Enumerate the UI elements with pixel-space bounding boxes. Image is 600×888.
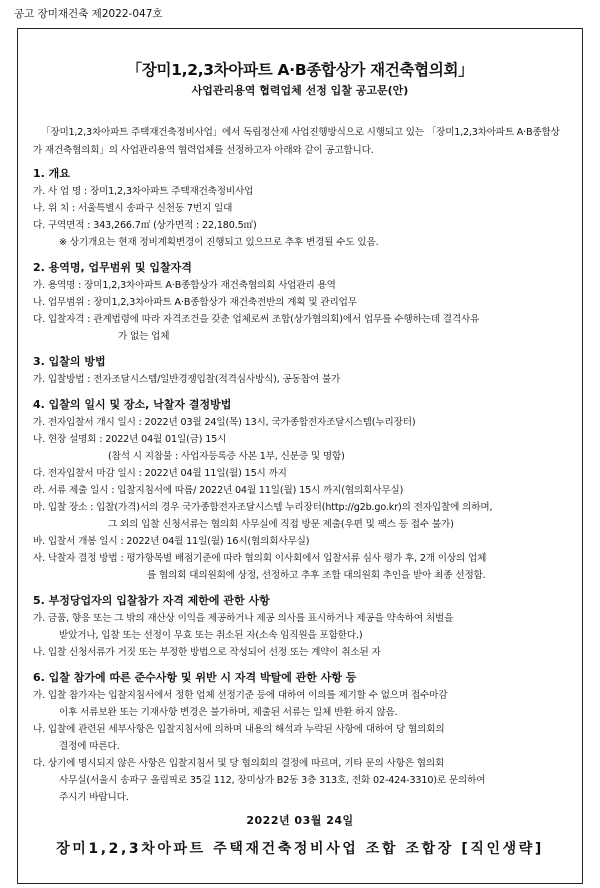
section-1-line: 가. 사 업 명 : 장미1,2,3차아파트 주택재건축정비사업 [33,186,254,197]
section-2-line-continued: 가 없는 업체 [118,331,170,342]
section-4-line: 가. 전자입찰서 개시 일시 : 2022년 03월 24일(목) 13시, 국가종합전자조달시스템(누리장터) [33,417,416,428]
section-5-heading: 5. 부정당업자의 입찰참가 자격 제한에 관한 사항 [33,594,270,607]
section-4-line-continued: 를 협의회 대의원회에 상정, 선정하고 추후 조합 대의원회 추인을 받아 최종 선정함. [147,570,486,581]
section-6-line: 가. 입찰 참가자는 입찰지침서에서 정한 업체 선정기준 등에 대하여 이의를 제기할 수 없으며 접수마감 [33,690,448,701]
section-2-line: 나. 업무범위 : 장미1,2,3차아파트 A·B종합상가 재건축전반의 계획 및 관리업무 [33,297,357,308]
section-2-heading: 2. 용역명, 업무범위 및 입찰자격 [33,261,192,274]
section-4-line: 라. 서류 제출 일시 : 입찰지침서에 따름/ 2022년 04월 11일(월) 15시 까지(협의회사무실) [33,485,404,496]
section-5-line-continued: 받았거나, 입찰 또는 선정이 무효 또는 취소된 자(소속 임직원을 포함한다.) [59,630,363,641]
notice-date: 2022년 03월 24일 [246,814,354,827]
section-5-line: 나. 입찰 신청서류가 거짓 또는 부정한 방법으로 작성되어 선정 또는 계약이 취소된 자 [33,647,381,658]
section-4-line-continued: 그 외의 입찰 신청서류는 협의회 사무실에 직접 방문 제출(우편 및 팩스 등 접수 불가) [108,519,454,530]
section-4-heading: 4. 입찰의 일시 및 장소, 낙찰자 결정방법 [33,398,232,411]
section-1-line: 다. 구역면적 : 343,266.7㎡ (상가면적 : 22,180.5㎡) [33,220,257,231]
section-1-heading: 1. 개요 [33,167,70,180]
section-2-line: 다. 입찰자격 : 관계법령에 따라 자격조건을 갖춘 업체로써 조합(상가협의회)에서 업무를 수행하는데 결격사유 [33,314,480,325]
section-4-line: 마. 입찰 장소 : 입찰(가격)서의 경우 국가종합전자조달시스템 누리장터(http://g2b.go.kr)의 전자입찰에 의하며, [33,502,493,513]
document-subtitle: 사업관리용역 협력업체 선정 입찰 공고문(안) [191,84,409,97]
notice-number: 공고 장미재건축 제2022-047호 [14,8,163,20]
section-4-line-continued: (참석 시 지참물 : 사업자등록증 사본 1부, 신분증 및 명함) [108,451,345,462]
section-4-line: 바. 입찰서 개봉 일시 : 2022년 04월 11일(월) 16시(협의회사무실) [33,536,310,547]
section-1-line: 나. 위 치 : 서울특별시 송파구 신천동 7번지 일대 [33,203,233,214]
section-2-line: 가. 용역명 : 장미1,2,3차아파트 A·B종합상가 재건축협의회 사업관리 용역 [33,280,336,291]
issuer-signature: 장미1,2,3차아파트 주택재건축정비사업 조합 조합장 [직인생략] [56,841,544,857]
section-5-line: 가. 금품, 향응 또는 그 밖의 재산상 이익을 제공하거나 제공 의사를 표시하거나 제공을 약속하여 처벌을 [33,613,454,624]
section-6-line: 다. 상기에 명시되지 않은 사항은 입찰지침서 및 당 협의회의 결정에 따르며, 기타 문의 사항은 협의회 [33,758,445,769]
section-6-heading: 6. 입찰 참가에 따른 준수사항 및 위반 시 자격 박탈에 관한 사항 등 [33,671,357,684]
section-3-heading: 3. 입찰의 방법 [33,355,106,368]
intro-paragraph: 「장미1,2,3차아파트 주택재건축정비사업」에서 독립정산제 사업진행방식으로 시행되고 있는 「장미1,2,3차아파트 A·B종합상가 재건축협의회」의 사업관리용역 협력업체를 선정하고자 아래와 같이 공고합니다. [33,127,560,156]
section-6-line-continued: 주시기 바랍니다. [59,792,129,803]
section-1-note: ※ 상기개요는 현재 정비계획변경이 진행되고 있으므로 추후 변경될 수도 있음. [59,237,379,248]
section-4-line: 나. 현장 설명회 : 2022년 04월 01일(금) 15시 [33,434,227,445]
section-6-line-continued: 결정에 따른다. [59,741,120,752]
section-3-line: 가. 입찰방법 : 전자조달시스템/일반경쟁입찰(적격심사방식), 공동참여 불가 [33,374,341,385]
section-4-line: 다. 전자입찰서 마감 일시 : 2022년 04월 11일(월) 15시 까지 [33,468,287,479]
section-6-line-continued: 사무실(서울시 송파구 올림픽로 35길 112, 장미상가 B2동 3층 313호, 전화 02-424-3310)로 문의하여 [59,775,486,786]
section-6-line-continued: 이후 서류보완 또는 기재사항 변경은 불가하며, 제출된 서류는 일체 반환 하지 않음. [59,707,398,718]
section-4-line: 사. 낙찰자 결정 방법 : 평가항목별 배점기준에 따라 협의회 이사회에서 입찰서류 심사 평가 후, 2개 이상의 업체 [33,553,487,564]
document-title: 「장미1,2,3차아파트 A·B종합상가 재건축협의회」 [126,61,474,79]
section-6-line: 나. 입찰에 관련된 세부사항은 입찰지침서에 의하며 내용의 해석과 누락된 사항에 대하여 당 협의회의 [33,724,445,735]
